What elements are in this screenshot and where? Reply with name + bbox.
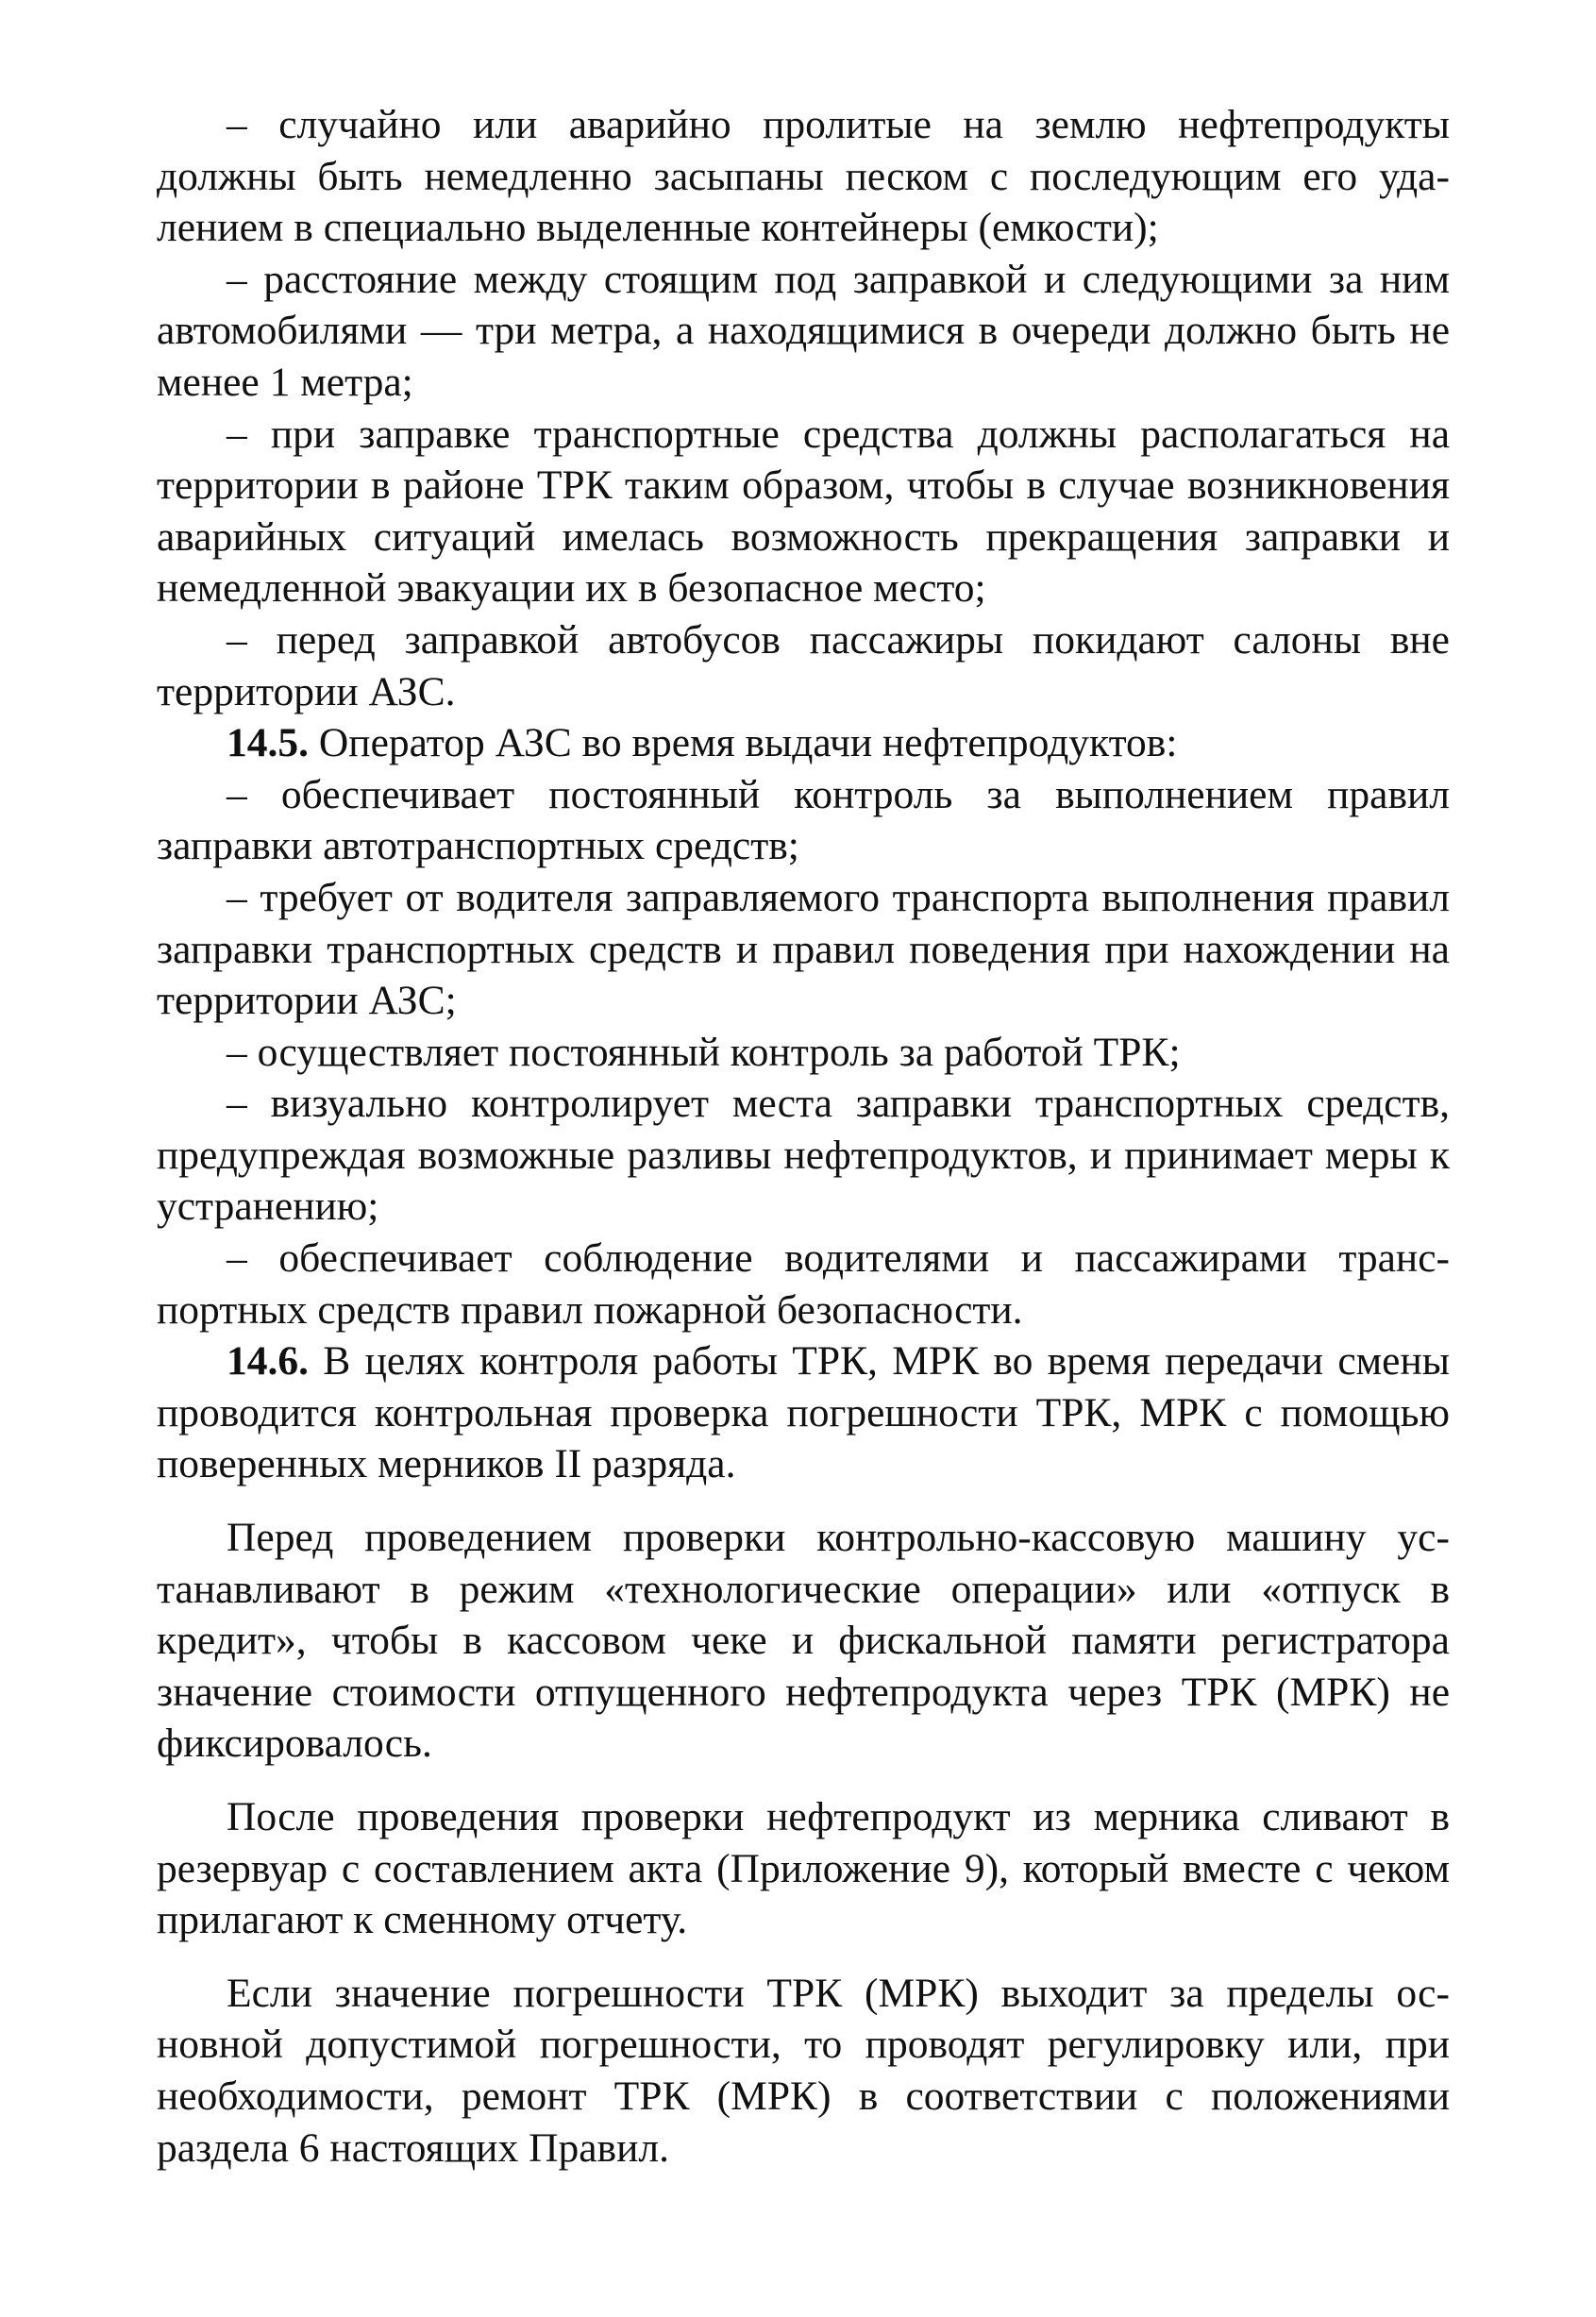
paragraph: – осуществляет постоянный контроль за работой ТРК;	[227, 1029, 1181, 1075]
paragraph: – случайно или аварийно пролитые на землю нефтепродукты должны быть немедленно засыпаны песком с последующим его удалением в специально выделенные контейнеры (емкости);	[157, 102, 1450, 251]
paragraph: – при заправке транспортные средства должны располагаться на территории в районе ТРК таким образом, чтобы в случае возникновения аварийных ситуаций имелась возможность прекращения заправки и немедленной эвакуации их в безопасное место;	[157, 411, 1450, 612]
paragraph: – перед заправкой автобусов пассажиры покидают салоны вне территории АЗС.	[157, 616, 1450, 714]
paragraph: Перед проведением проверки контрольно-кассовую машину устанавливают в режим «технологические операции» или «отпуск в кредит», чтобы в кассовом чеке и фискальной памяти регистратора значение стоимости отпущенного нефтепродукта через ТРК (МРК) не фиксировалось.	[157, 1515, 1450, 1767]
paragraph: – требует от водителя заправляемого транспорта выполнения правил заправки транспортных средств и правил поведения при нахождении на территории АЗС;	[157, 874, 1450, 1024]
paragraph: – обеспечивает соблюдение водителями и пассажирами транспортных средств правил пожарной безопасности.	[157, 1235, 1450, 1333]
document-page	[157, 99, 1450, 2174]
paragraph: – обеспечивает постоянный контроль за выполнением правил заправки автотранспортных средств;	[157, 771, 1450, 869]
paragraph: После проведения проверки нефтепродукт из мерника сливают в резервуар с составлением акта (Приложение 9), который вместе с чеком прилагают к сменному отчету.	[157, 1794, 1450, 1943]
section-paragraph	[157, 1335, 1450, 1490]
paragraph: – расстояние между стоящим под заправкой и следующими за ним автомобилями — три метра, а находящимися в очереди должно быть не менее 1 метра;	[157, 256, 1450, 405]
paragraph: – визуально контролирует места заправки транспортных средств, предупреждая возможные разливы нефтепродуктов, и принимает меры к устранению;	[157, 1081, 1450, 1230]
section-text: Оператор АЗС во время выдачи нефтепродуктов:	[309, 720, 1178, 766]
section-number: 14.6.	[227, 1338, 309, 1385]
paragraph: Если значение погрешности ТРК (МРК) выходит за пределы основной допустимой погрешности, то проводят регулировку или, при необходимости, ремонт ТРК (МРК) в соответствии с положениями раздела 6 настоящих Правил.	[157, 1970, 1450, 2171]
section-text: В целях контроля работы ТРК, МРК во время передачи смены проводится контрольная проверка погрешности ТРК, МРК с помощью поверенных мерников II разряда.	[157, 1338, 1450, 1487]
section-paragraph	[157, 717, 1450, 769]
section-number: 14.5.	[227, 720, 309, 766]
